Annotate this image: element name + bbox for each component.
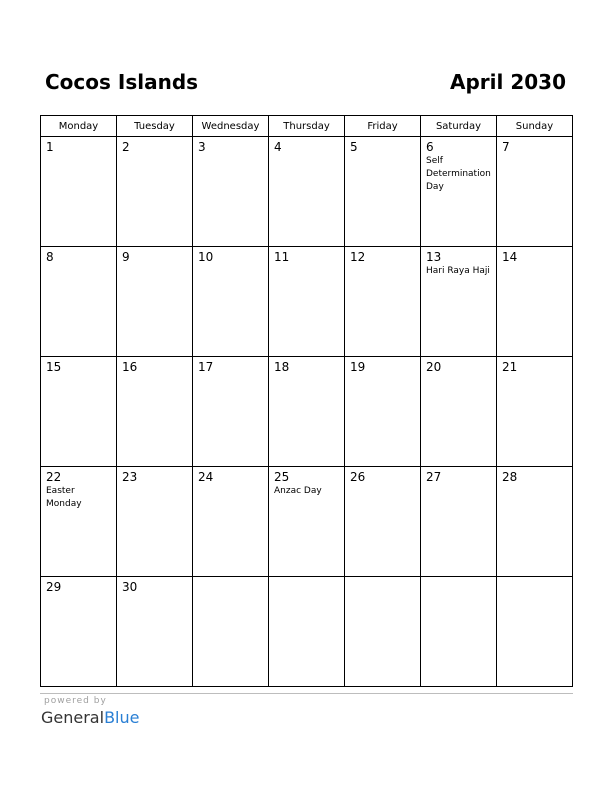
day-cell — [117, 137, 193, 247]
month-year-title: April 2030 — [450, 70, 566, 94]
day-number: 29 — [46, 580, 62, 594]
day-cell — [117, 357, 193, 467]
day-number: 19 — [350, 360, 366, 374]
weekday-header: Monday — [41, 116, 117, 137]
day-number: 11 — [274, 250, 290, 264]
day-number: 7 — [502, 140, 510, 154]
day-number: 30 — [122, 580, 138, 594]
day-cell — [345, 357, 421, 467]
day-cell — [421, 137, 497, 247]
holiday-label: Hari Raya Haji — [426, 266, 490, 276]
day-number: 24 — [198, 470, 214, 484]
day-number: 9 — [122, 250, 130, 264]
holiday-label — [421, 374, 496, 375]
day-cell — [269, 577, 345, 687]
day-cell — [421, 357, 497, 467]
day-number: 13 — [426, 250, 442, 264]
day-cell — [497, 247, 573, 357]
weekday-header: Sunday — [497, 116, 573, 137]
holiday-label — [41, 264, 116, 265]
day-number: 10 — [198, 250, 214, 264]
week-row — [41, 577, 573, 687]
day-cell — [41, 357, 117, 467]
week-row — [41, 247, 573, 357]
day-number: 21 — [502, 360, 518, 374]
holiday-label: Anzac Day — [274, 486, 322, 496]
holiday-label: Easter Monday — [46, 486, 82, 509]
day-number: 1 — [46, 140, 54, 154]
day-cell — [41, 577, 117, 687]
day-number: 25 — [274, 470, 290, 484]
day-cell — [269, 137, 345, 247]
brand-name-part2: Blue — [104, 708, 140, 727]
day-cell — [193, 247, 269, 357]
powered-by-label: powered by — [44, 696, 107, 706]
weekday-header: Friday — [345, 116, 421, 137]
day-number: 2 — [122, 140, 130, 154]
holiday-label — [497, 374, 572, 375]
day-number: 18 — [274, 360, 290, 374]
holiday-label — [269, 374, 344, 375]
calendar-grid — [40, 115, 573, 687]
week-row — [41, 467, 573, 577]
day-cell — [41, 137, 117, 247]
week-row — [41, 357, 573, 467]
day-cell — [269, 357, 345, 467]
holiday-label — [193, 484, 268, 485]
holiday-label — [345, 154, 420, 155]
holiday-label — [345, 484, 420, 485]
brand-logo[interactable] — [41, 708, 139, 727]
holiday-label: Self Determination Day — [426, 156, 491, 192]
day-cell — [193, 137, 269, 247]
holiday-label — [117, 264, 192, 265]
day-cell — [117, 247, 193, 357]
holiday-label — [41, 594, 116, 595]
day-cell — [345, 577, 421, 687]
holiday-label — [269, 154, 344, 155]
country-title: Cocos Islands — [45, 70, 199, 94]
day-number: 17 — [198, 360, 214, 374]
holiday-label — [193, 264, 268, 265]
day-cell — [41, 247, 117, 357]
holiday-label — [41, 154, 116, 155]
holiday-label — [497, 580, 572, 581]
day-cell — [497, 137, 573, 247]
day-cell — [345, 137, 421, 247]
holiday-label — [117, 594, 192, 595]
holiday-label — [497, 154, 572, 155]
day-number: 27 — [426, 470, 442, 484]
holiday-label — [421, 484, 496, 485]
holiday-label — [421, 580, 496, 581]
brand-name-part1: General — [41, 708, 105, 727]
day-number: 12 — [350, 250, 366, 264]
day-number: 15 — [46, 360, 62, 374]
day-cell — [41, 467, 117, 577]
holiday-label — [117, 374, 192, 375]
weekday-header: Saturday — [421, 116, 497, 137]
footer-divider — [40, 693, 573, 694]
week-row — [41, 137, 573, 247]
weekday-header: Tuesday — [117, 116, 193, 137]
day-number: 3 — [198, 140, 206, 154]
holiday-label — [117, 484, 192, 485]
day-cell — [421, 247, 497, 357]
holiday-label — [269, 264, 344, 265]
holiday-label — [193, 154, 268, 155]
day-number: 28 — [502, 470, 518, 484]
day-cell — [345, 467, 421, 577]
weekday-header-row — [41, 116, 573, 137]
day-cell — [497, 357, 573, 467]
day-cell — [117, 467, 193, 577]
holiday-label — [269, 580, 344, 581]
day-number: 5 — [350, 140, 358, 154]
day-cell — [421, 467, 497, 577]
day-cell — [117, 577, 193, 687]
day-cell — [193, 467, 269, 577]
day-number: 16 — [122, 360, 138, 374]
day-number: 4 — [274, 140, 282, 154]
day-cell — [193, 357, 269, 467]
day-cell — [193, 577, 269, 687]
holiday-label — [193, 374, 268, 375]
holiday-label — [193, 580, 268, 581]
holiday-label — [41, 374, 116, 375]
holiday-label — [117, 154, 192, 155]
holiday-label — [345, 264, 420, 265]
holiday-label — [497, 484, 572, 485]
day-number: 26 — [350, 470, 366, 484]
day-cell — [269, 467, 345, 577]
day-number: 6 — [426, 140, 434, 154]
day-number: 8 — [46, 250, 54, 264]
day-cell — [421, 577, 497, 687]
weekday-header: Thursday — [269, 116, 345, 137]
holiday-label — [345, 374, 420, 375]
day-cell — [345, 247, 421, 357]
day-number: 22 — [46, 470, 62, 484]
weekday-header: Wednesday — [193, 116, 269, 137]
day-number: 14 — [502, 250, 518, 264]
day-number: 20 — [426, 360, 442, 374]
holiday-label — [497, 264, 572, 265]
day-cell — [497, 467, 573, 577]
day-number: 23 — [122, 470, 138, 484]
holiday-label — [345, 580, 420, 581]
day-cell — [269, 247, 345, 357]
day-cell — [497, 577, 573, 687]
